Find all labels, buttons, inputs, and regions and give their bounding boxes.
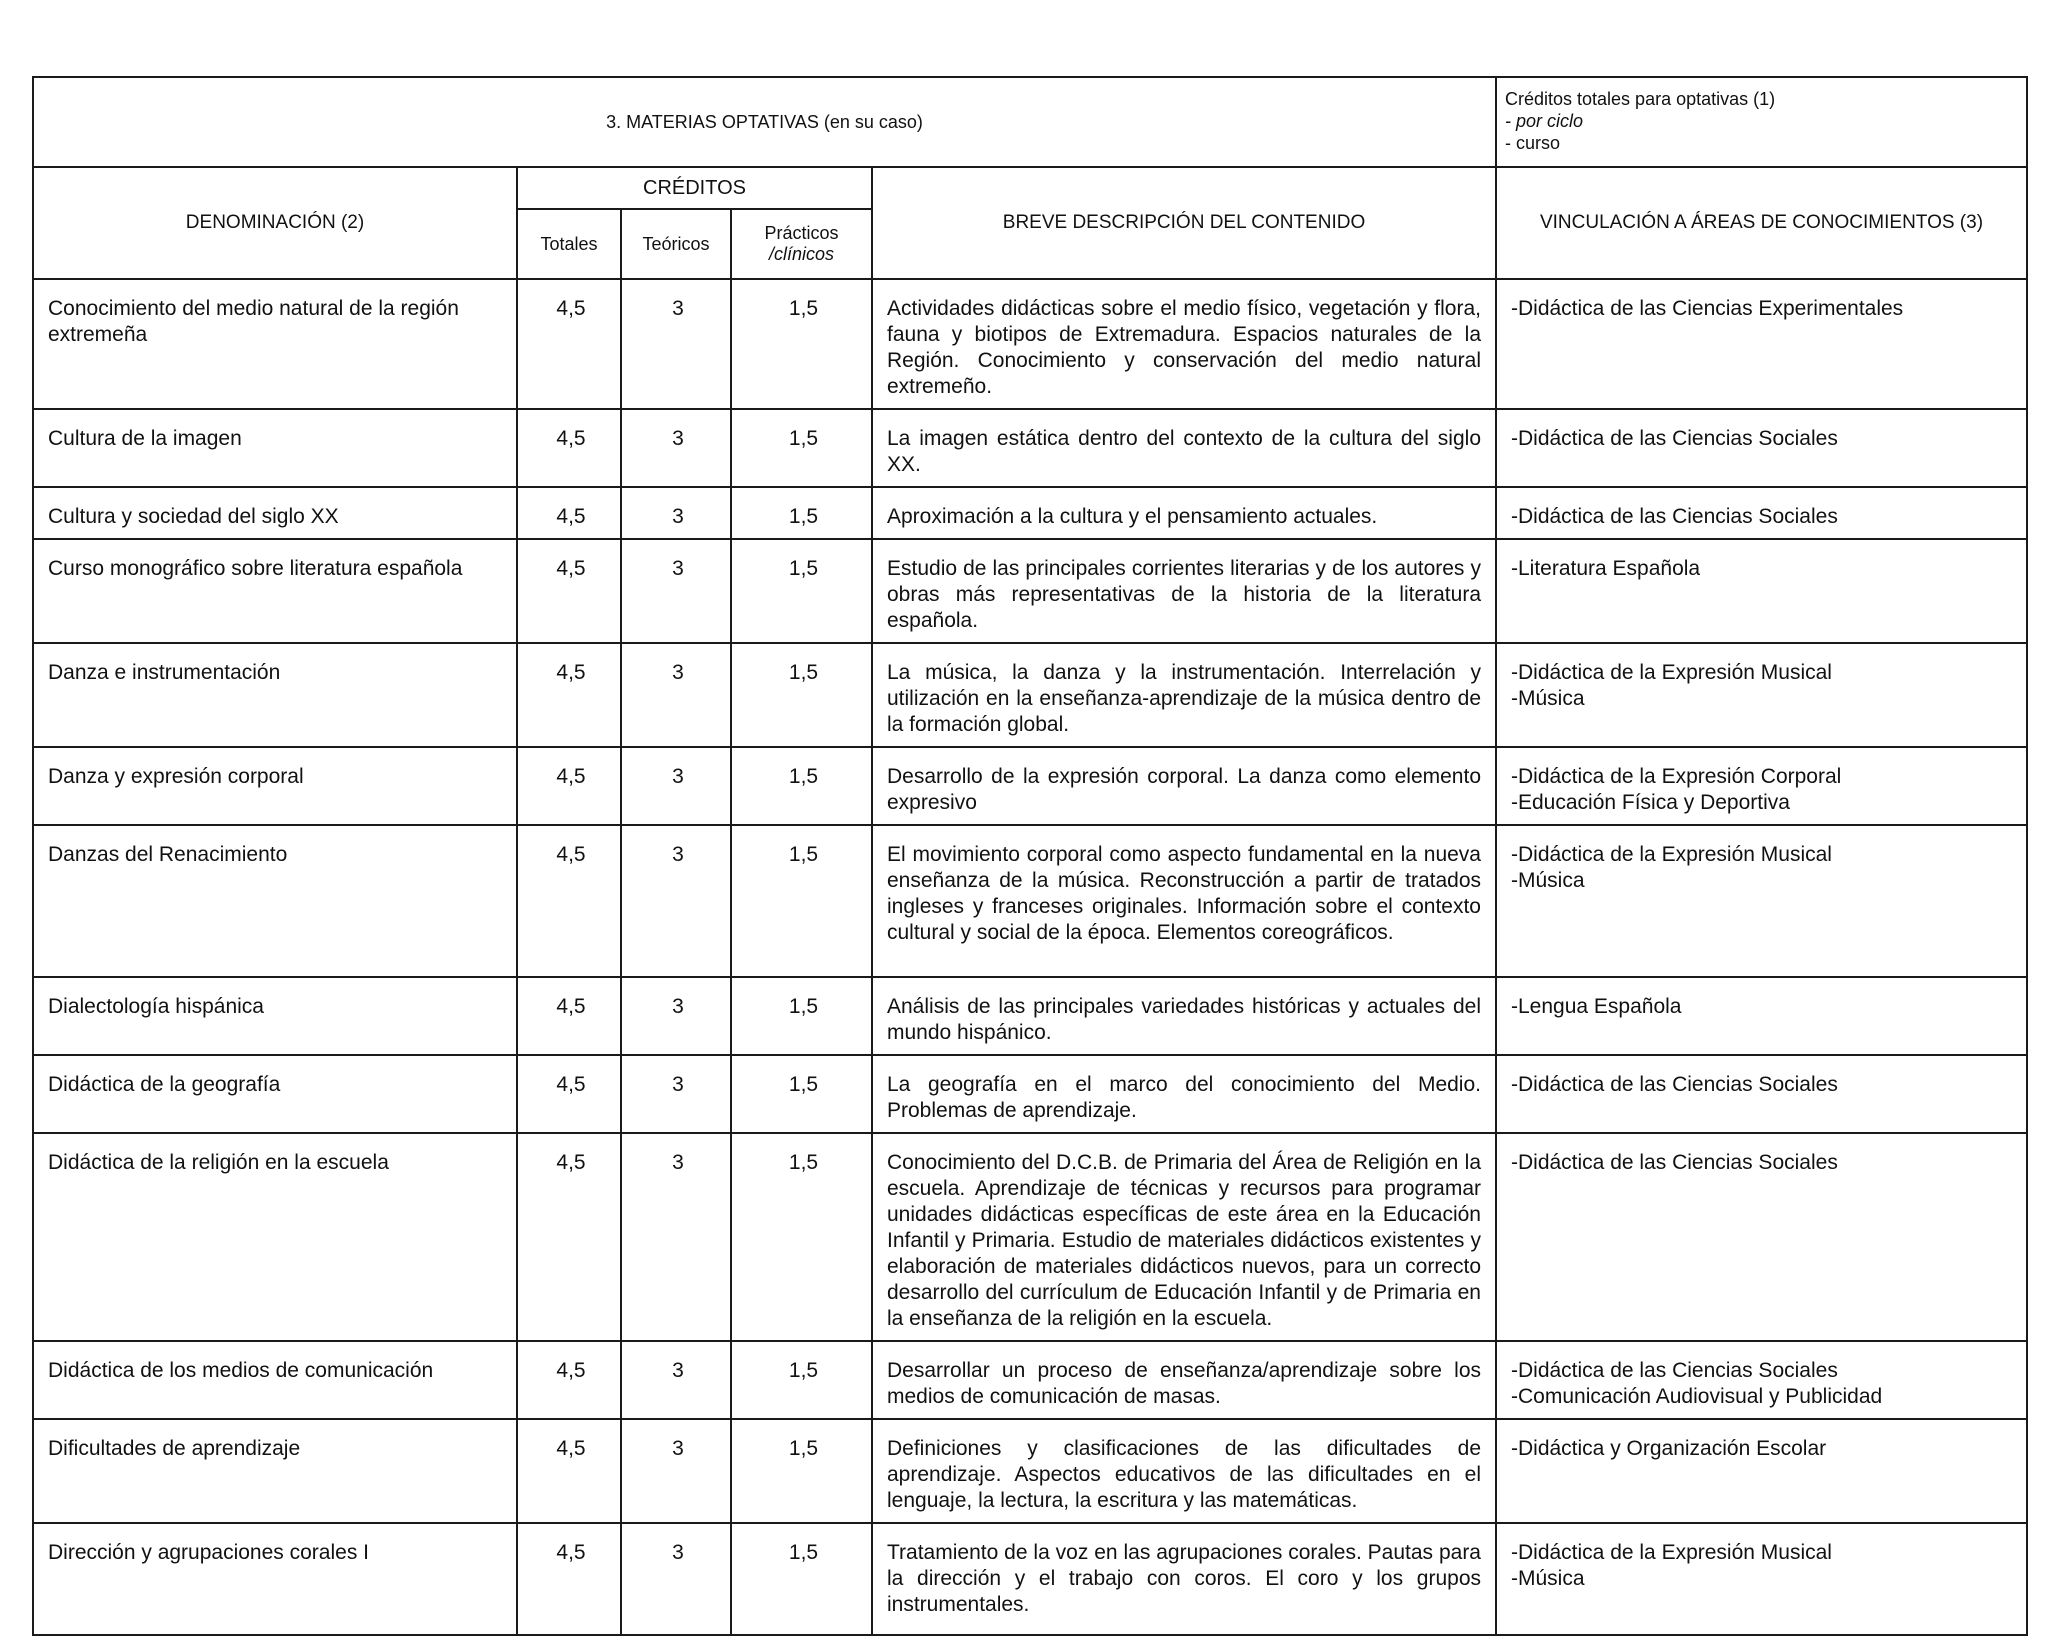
section-title: 3. MATERIAS OPTATIVAS (en su caso)	[33, 77, 1496, 167]
teoricos-header: Teóricos	[621, 209, 731, 279]
practicos-cell: 1,5	[731, 825, 872, 977]
teoricos-cell: 3	[621, 643, 731, 747]
denominacion-header: DENOMINACIÓN (2)	[33, 167, 517, 279]
table-row	[33, 1419, 2027, 1523]
practicos-cell: 1,5	[731, 539, 872, 643]
vinculacion-cell	[1496, 487, 2027, 539]
table-row	[33, 643, 2027, 747]
vinculacion-area: -Literatura Española	[1511, 557, 1701, 580]
denominacion-cell: Didáctica de la geografía	[33, 1055, 517, 1133]
denominacion-cell: Curso monográfico sobre literatura española	[33, 539, 517, 643]
practicos-cell: 1,5	[731, 747, 872, 825]
column-header-row	[33, 167, 2027, 209]
vinculacion-cell	[1496, 1055, 2027, 1133]
denominacion-cell: Danzas del Renacimiento	[33, 825, 517, 977]
descripcion-cell: La imagen estática dentro del contexto de la cultura del siglo XX.	[872, 409, 1496, 487]
teoricos-cell: 3	[621, 279, 731, 409]
vinculacion-area: -Educación Física y Deportiva	[1511, 791, 1790, 814]
practicos-cell: 1,5	[731, 1523, 872, 1635]
totales-cell: 4,5	[517, 487, 621, 539]
table-row	[33, 539, 2027, 643]
vinculacion-area: -Música	[1511, 869, 1585, 892]
totales-cell: 4,5	[517, 643, 621, 747]
table-row	[33, 825, 2027, 977]
vinculacion-cell	[1496, 539, 2027, 643]
descripcion-header: BREVE DESCRIPCIÓN DEL CONTENIDO	[872, 167, 1496, 279]
denominacion-cell: Cultura y sociedad del siglo XX	[33, 487, 517, 539]
totales-cell: 4,5	[517, 539, 621, 643]
vinculacion-area: -Didáctica y Organización Escolar	[1511, 1437, 1827, 1460]
denominacion-cell: Didáctica de la religión en la escuela	[33, 1133, 517, 1341]
vinculacion-cell	[1496, 747, 2027, 825]
denominacion-cell: Danza y expresión corporal	[33, 747, 517, 825]
totales-cell: 4,5	[517, 279, 621, 409]
vinculacion-cell	[1496, 409, 2027, 487]
vinculacion-area: -Música	[1511, 687, 1585, 710]
por-ciclo-label: - por ciclo	[1505, 111, 1584, 131]
practicos-cell: 1,5	[731, 643, 872, 747]
table-row	[33, 1055, 2027, 1133]
teoricos-cell: 3	[621, 1419, 731, 1523]
descripcion-cell: Tratamiento de la voz en las agrupaciones corales. Pautas para la dirección y el trabajo con coros. El coro y los grupos instrumentales.	[872, 1523, 1496, 1635]
table-row	[33, 977, 2027, 1055]
descripcion-cell: Aproximación a la cultura y el pensamiento actuales.	[872, 487, 1496, 539]
table-body	[33, 279, 2027, 1635]
vinculacion-area: -Didáctica de las Ciencias Sociales	[1511, 1359, 1838, 1382]
teoricos-cell: 3	[621, 747, 731, 825]
teoricos-cell: 3	[621, 1523, 731, 1635]
denominacion-cell: Cultura de la imagen	[33, 409, 517, 487]
vinculacion-cell	[1496, 1523, 2027, 1635]
teoricos-cell: 3	[621, 1341, 731, 1419]
teoricos-cell: 3	[621, 539, 731, 643]
totales-cell: 4,5	[517, 977, 621, 1055]
table-row	[33, 1133, 2027, 1341]
table-row	[33, 279, 2027, 409]
vinculacion-cell	[1496, 825, 2027, 977]
creditos-optativas-label: Créditos totales para optativas (1)	[1505, 89, 1776, 109]
practicos-cell: 1,5	[731, 409, 872, 487]
totales-cell: 4,5	[517, 1419, 621, 1523]
practicos-cell: 1,5	[731, 279, 872, 409]
creditos-optativas-box	[1496, 77, 2027, 167]
table-row	[33, 1341, 2027, 1419]
title-row	[33, 77, 2027, 167]
totales-header: Totales	[517, 209, 621, 279]
totales-cell: 4,5	[517, 1133, 621, 1341]
vinculacion-cell	[1496, 1419, 2027, 1523]
totales-cell: 4,5	[517, 409, 621, 487]
denominacion-cell: Didáctica de los medios de comunicación	[33, 1341, 517, 1419]
practicos-cell: 1,5	[731, 1133, 872, 1341]
curso-label: - curso	[1505, 133, 1561, 153]
descripcion-cell: Análisis de las principales variedades históricas y actuales del mundo hispánico.	[872, 977, 1496, 1055]
descripcion-cell: El movimiento corporal como aspecto fundamental en la nueva enseñanza de la música. Reconstrucción a partir de tratados ingleses y franceses originales. Información sobre el contexto cultural y social de la época. Elementos coreográficos.	[872, 825, 1496, 977]
materias-optativas-table	[32, 76, 2028, 1636]
vinculacion-cell	[1496, 643, 2027, 747]
practicos-header	[731, 209, 872, 279]
totales-cell: 4,5	[517, 747, 621, 825]
descripcion-cell: Conocimiento del D.C.B. de Primaria del Área de Religión en la escuela. Aprendizaje de técnicas y recursos para programar unidades didácticas específicas de este área en la Educación Infantil y Primaria. Estudio de materiales didácticos existentes y elaboración de materiales didácticos nuevos, para un correcto desarrollo del currículum de Educación Infantil y de Primaria en la enseñanza de la religión en la escuela.	[872, 1133, 1496, 1341]
table-row	[33, 487, 2027, 539]
totales-cell: 4,5	[517, 1055, 621, 1133]
vinculacion-area: -Didáctica de la Expresión Corporal	[1511, 765, 1842, 788]
vinculacion-cell	[1496, 279, 2027, 409]
teoricos-cell: 3	[621, 825, 731, 977]
table-row	[33, 747, 2027, 825]
totales-cell: 4,5	[517, 1341, 621, 1419]
vinculacion-area: -Didáctica de las Ciencias Sociales	[1511, 1151, 1838, 1174]
vinculacion-header: VINCULACIÓN A ÁREAS DE CONOCIMIENTOS (3)	[1496, 167, 2027, 279]
vinculacion-area: -Música	[1511, 1567, 1585, 1590]
descripcion-cell: Desarrollar un proceso de enseñanza/aprendizaje sobre los medios de comunicación de masas.	[872, 1341, 1496, 1419]
vinculacion-area: -Didáctica de la Expresión Musical	[1511, 843, 1832, 866]
vinculacion-area: -Didáctica de las Ciencias Sociales	[1511, 505, 1838, 528]
teoricos-cell: 3	[621, 1133, 731, 1341]
vinculacion-area: -Comunicación Audiovisual y Publicidad	[1511, 1385, 1883, 1408]
vinculacion-cell	[1496, 1133, 2027, 1341]
vinculacion-area: -Didáctica de las Ciencias Sociales	[1511, 1073, 1838, 1096]
denominacion-cell: Dialectología hispánica	[33, 977, 517, 1055]
clinicos-label: /clínicos	[768, 244, 835, 264]
practicos-cell: 1,5	[731, 977, 872, 1055]
practicos-cell: 1,5	[731, 1419, 872, 1523]
totales-cell: 4,5	[517, 825, 621, 977]
table-row	[33, 409, 2027, 487]
teoricos-cell: 3	[621, 977, 731, 1055]
vinculacion-area: -Lengua Española	[1511, 995, 1682, 1018]
denominacion-cell: Dificultades de aprendizaje	[33, 1419, 517, 1523]
teoricos-cell: 3	[621, 1055, 731, 1133]
descripcion-cell: La geografía en el marco del conocimiento del Medio. Problemas de aprendizaje.	[872, 1055, 1496, 1133]
vinculacion-area: -Didáctica de la Expresión Musical	[1511, 661, 1832, 684]
practicos-cell: 1,5	[731, 487, 872, 539]
teoricos-cell: 3	[621, 409, 731, 487]
denominacion-cell: Conocimiento del medio natural de la región extremeña	[33, 279, 517, 409]
descripcion-cell: Estudio de las principales corrientes literarias y de los autores y obras más representativas de la historia de la literatura española.	[872, 539, 1496, 643]
denominacion-cell: Dirección y agrupaciones corales I	[33, 1523, 517, 1635]
vinculacion-cell	[1496, 977, 2027, 1055]
vinculacion-area: -Didáctica de la Expresión Musical	[1511, 1541, 1832, 1564]
practicos-cell: 1,5	[731, 1341, 872, 1419]
totales-cell: 4,5	[517, 1523, 621, 1635]
practicos-cell: 1,5	[731, 1055, 872, 1133]
denominacion-cell: Danza e instrumentación	[33, 643, 517, 747]
descripcion-cell: La música, la danza y la instrumentación. Interrelación y utilización en la enseñanza-aprendizaje de la música dentro de la formación global.	[872, 643, 1496, 747]
creditos-header: CRÉDITOS	[517, 167, 872, 209]
descripcion-cell: Desarrollo de la expresión corporal. La danza como elemento expresivo	[872, 747, 1496, 825]
descripcion-cell: Definiciones y clasificaciones de las dificultades de aprendizaje. Aspectos educativos de las dificultades en el lenguaje, la lectura, la escritura y las matemáticas.	[872, 1419, 1496, 1523]
vinculacion-area: -Didáctica de las Ciencias Sociales	[1511, 427, 1838, 450]
table-row	[33, 1523, 2027, 1635]
vinculacion-area: -Didáctica de las Ciencias Experimentales	[1511, 297, 1904, 320]
teoricos-cell: 3	[621, 487, 731, 539]
descripcion-cell: Actividades didácticas sobre el medio físico, vegetación y flora, fauna y biotipos de Extremadura. Espacios naturales de la Región. Conocimiento y conservación del medio natural extremeño.	[872, 279, 1496, 409]
vinculacion-cell	[1496, 1341, 2027, 1419]
practicos-label: Prácticos	[764, 223, 839, 243]
